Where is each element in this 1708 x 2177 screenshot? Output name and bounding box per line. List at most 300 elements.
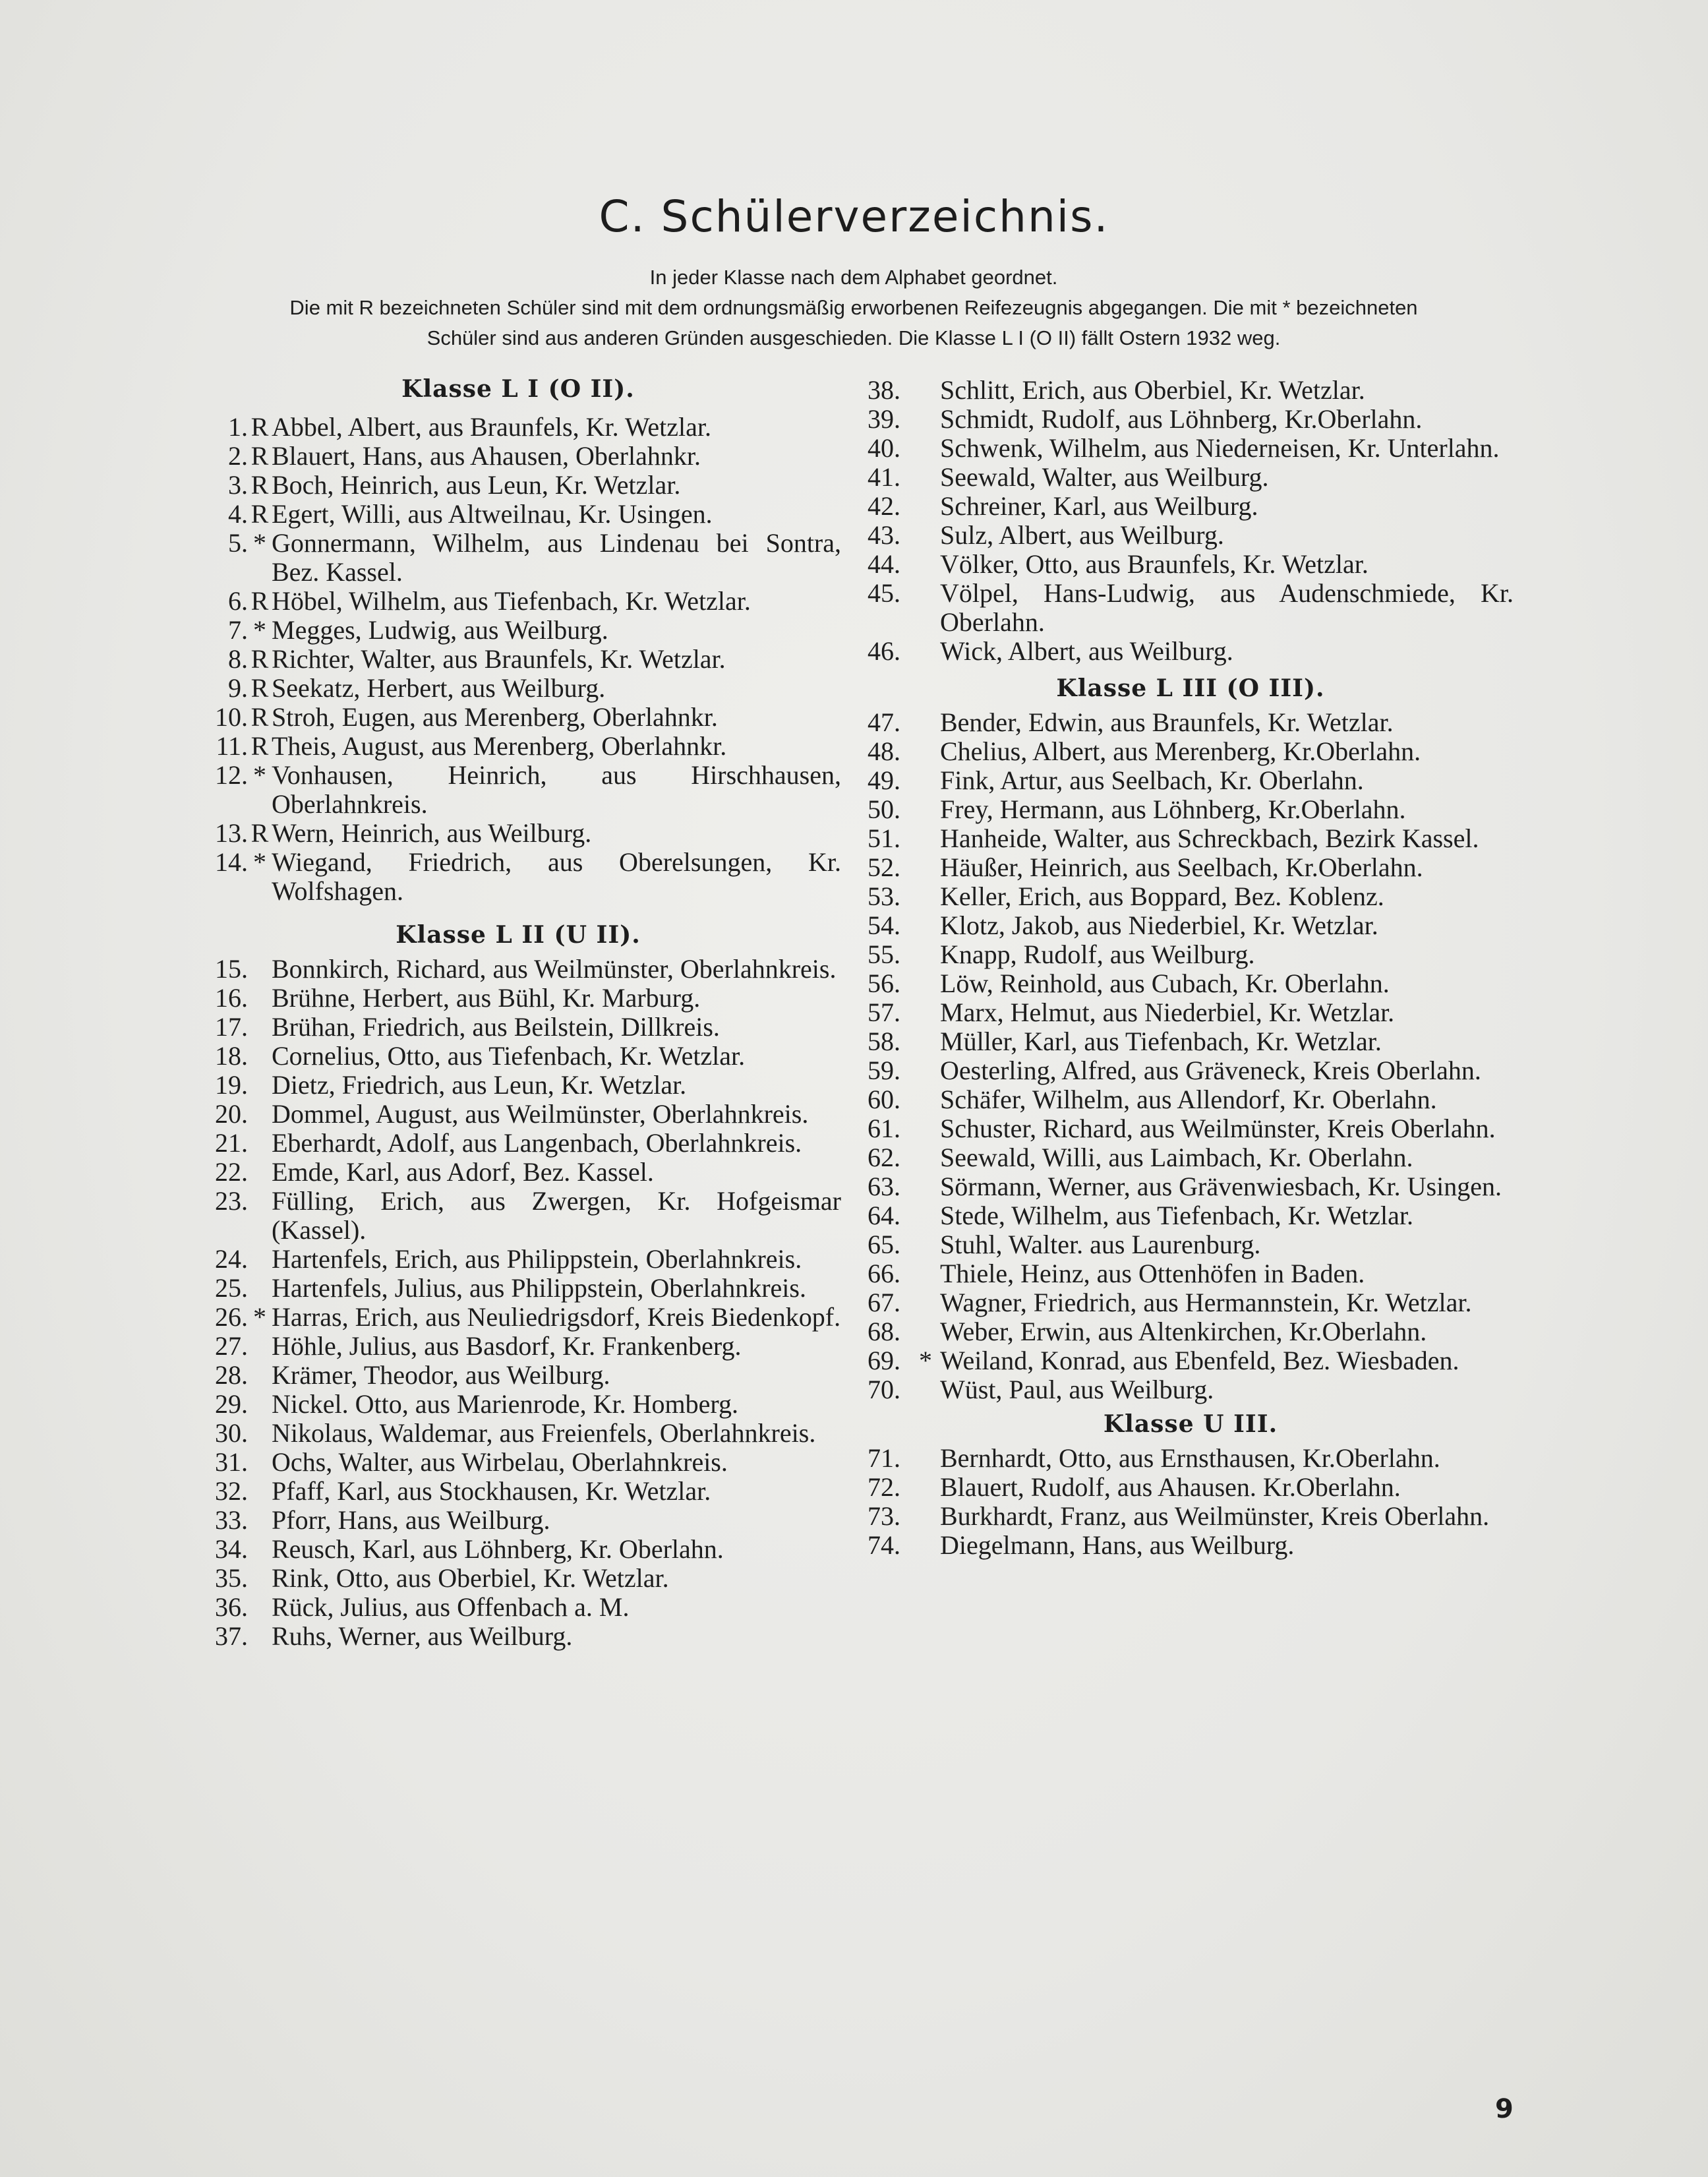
- entry-mark: [248, 1042, 272, 1071]
- student-entry: [195, 1245, 841, 1274]
- student-entry: [868, 1288, 1514, 1317]
- entry-mark: [911, 1259, 940, 1288]
- entry-mark: [911, 579, 940, 637]
- student-entry: [868, 1444, 1514, 1473]
- entry-number: 47.: [868, 707, 900, 737]
- entry-text: Harras, Erich, aus Neuliedrigsdorf, Kreis Biedenkopf.: [272, 1302, 841, 1332]
- entry-text: Thiele, Heinz, aus Ottenhöfen in Baden.: [940, 1259, 1365, 1288]
- class-heading: Klasse L I (O II).: [401, 375, 635, 403]
- student-entry: [195, 500, 841, 529]
- entry-mark: [911, 708, 940, 737]
- entry-mark: [248, 1419, 272, 1448]
- student-entry: [868, 853, 1514, 882]
- entry-text: Müller, Karl, aus Tiefenbach, Kr. Wetzlar.: [940, 1027, 1382, 1056]
- student-entry: [868, 1473, 1514, 1502]
- entry-text: Pforr, Hans, aus Weilburg.: [272, 1505, 550, 1535]
- entry-text: Pfaff, Karl, aus Stockhausen, Kr. Wetzlar.: [272, 1476, 711, 1506]
- student-entry: [195, 1158, 841, 1187]
- student-entry: [195, 1042, 841, 1071]
- student-entry: [195, 1506, 841, 1535]
- student-entry: [195, 1071, 841, 1100]
- student-entry: [195, 1448, 841, 1477]
- entry-text: Hartenfels, Erich, aus Philippstein, Oberlahnkreis.: [272, 1244, 802, 1274]
- entry-text: Wiegand, Friedrich, aus Oberelsungen, Kr. Wolfshagen.: [272, 847, 841, 906]
- entry-number: 65.: [868, 1230, 900, 1259]
- entry-number: 42.: [868, 491, 900, 521]
- entry-number: 30.: [215, 1418, 248, 1448]
- entry-text: Egert, Willi, aus Altweilnau, Kr. Usingen.: [272, 499, 713, 529]
- entry-text: Löw, Reinhold, aus Cubach, Kr. Oberlahn.: [940, 969, 1390, 998]
- entry-mark: R: [250, 731, 269, 761]
- entry-mark: [911, 492, 940, 521]
- student-entry: [195, 1361, 841, 1390]
- entry-mark: [248, 1477, 272, 1506]
- student-entry: [868, 405, 1514, 434]
- entry-number: 74.: [868, 1530, 900, 1560]
- intro-line: In jeder Klasse nach dem Alphabet geordnet.: [649, 266, 1058, 289]
- student-entry: [195, 616, 841, 645]
- entry-text: Dommel, August, aus Weilmünster, Oberlahnkreis.: [272, 1099, 809, 1129]
- student-list: [868, 376, 1514, 666]
- entry-text: Wick, Albert, aus Weilburg.: [940, 636, 1233, 666]
- entry-mark: [911, 766, 940, 795]
- entry-text: Theis, August, aus Merenberg, Oberlahnkr.: [272, 731, 727, 761]
- student-entry: [195, 674, 841, 703]
- entry-number: 50.: [868, 794, 900, 824]
- entry-text: Stroh, Eugen, aus Merenberg, Oberlahnkr.: [272, 702, 718, 732]
- entry-number: 45.: [868, 578, 900, 608]
- entry-text: Fink, Artur, aus Seelbach, Kr. Oberlahn.: [940, 765, 1364, 795]
- entry-text: Blauert, Rudolf, aus Ahausen. Kr.Oberlahn.: [940, 1472, 1401, 1502]
- entry-mark: [911, 824, 940, 853]
- entry-number: 36.: [215, 1592, 248, 1622]
- entry-mark: [248, 1506, 272, 1535]
- entry-text: Boch, Heinrich, aus Leun, Kr. Wetzlar.: [272, 470, 681, 500]
- entry-text: Bender, Edwin, aus Braunfels, Kr. Wetzlar.: [940, 707, 1394, 737]
- student-entry: [868, 1201, 1514, 1230]
- student-entry: [868, 637, 1514, 666]
- entry-number: 44.: [868, 549, 900, 579]
- student-list: [868, 1444, 1514, 1560]
- entry-text: Gonnermann, Wilhelm, aus Lindenau bei Sontra, Bez. Kassel.: [272, 528, 841, 587]
- student-entry: [868, 1375, 1514, 1404]
- entry-number: 55.: [868, 939, 900, 969]
- entry-mark: [911, 637, 940, 666]
- student-entry: [868, 1056, 1514, 1085]
- entry-text: Nickel. Otto, aus Marienrode, Kr. Homberg.: [272, 1389, 738, 1419]
- student-entry: [868, 911, 1514, 940]
- entry-mark: *: [253, 847, 266, 877]
- entry-text: Schwenk, Wilhelm, aus Niederneisen, Kr. Unterlahn.: [940, 433, 1500, 463]
- entry-mark: [248, 984, 272, 1013]
- entry-text: Eberhardt, Adolf, aus Langenbach, Oberlahnkreis.: [272, 1128, 802, 1158]
- entry-mark: [911, 1317, 940, 1346]
- entry-mark: R: [250, 412, 269, 442]
- entry-number: 1.: [228, 412, 248, 442]
- intro-line: Schüler sind aus anderen Gründen ausgeschieden. Die Klasse L I (O II) fällt Ostern 1932 weg.: [427, 326, 1281, 349]
- entry-number: 16.: [215, 983, 248, 1013]
- entry-mark: R: [250, 702, 269, 732]
- entry-number: 13.: [215, 818, 248, 848]
- entry-mark: [911, 1114, 940, 1143]
- student-entry: [868, 492, 1514, 521]
- student-entry: [868, 579, 1514, 637]
- student-entry: [195, 1593, 841, 1622]
- entry-text: Krämer, Theodor, aus Weilburg.: [272, 1360, 610, 1390]
- entry-mark: [911, 1201, 940, 1230]
- entry-text: Klotz, Jakob, aus Niederbiel, Kr. Wetzlar.: [940, 910, 1378, 940]
- entry-number: 22.: [215, 1157, 248, 1187]
- entry-mark: *: [253, 528, 266, 558]
- entry-number: 7.: [228, 615, 248, 645]
- entry-number: 14.: [215, 847, 248, 877]
- entry-text: Weber, Erwin, aus Altenkirchen, Kr.Oberlahn.: [940, 1317, 1427, 1346]
- entry-mark: R: [250, 441, 269, 471]
- entry-number: 62.: [868, 1143, 900, 1172]
- student-entry: [195, 1129, 841, 1158]
- entry-number: 61.: [868, 1114, 900, 1143]
- student-entry: [868, 1230, 1514, 1259]
- entry-number: 41.: [868, 462, 900, 492]
- entry-text: Seewald, Willi, aus Laimbach, Kr. Oberlahn.: [940, 1143, 1413, 1172]
- student-entry: [195, 645, 841, 674]
- entry-mark: [911, 434, 940, 463]
- entry-text: Blauert, Hans, aus Ahausen, Oberlahnkr.: [272, 441, 701, 471]
- student-entry: [195, 1477, 841, 1506]
- student-entry: [195, 819, 841, 848]
- student-entry: [868, 1502, 1514, 1531]
- student-list: [868, 708, 1514, 1404]
- student-entry: [195, 587, 841, 616]
- entry-number: 54.: [868, 910, 900, 940]
- student-entry: [195, 703, 841, 732]
- entry-number: 58.: [868, 1027, 900, 1056]
- page-title: C. Schülerverzeichnis.: [599, 191, 1109, 242]
- entry-mark: [911, 521, 940, 550]
- entry-text: Emde, Karl, aus Adorf, Bez. Kassel.: [272, 1157, 654, 1187]
- student-entry: [868, 550, 1514, 579]
- entry-text: Chelius, Albert, aus Merenberg, Kr.Oberlahn.: [940, 736, 1421, 766]
- intro-text: [198, 262, 1510, 353]
- student-entry: [195, 1332, 841, 1361]
- entry-mark: [911, 1143, 940, 1172]
- entry-text: Schlitt, Erich, aus Oberbiel, Kr. Wetzlar.: [940, 375, 1365, 405]
- entry-mark: [911, 853, 940, 882]
- student-entry: [195, 1274, 841, 1303]
- student-entry: [868, 1143, 1514, 1172]
- entry-number: 43.: [868, 520, 900, 550]
- entry-number: 63.: [868, 1172, 900, 1201]
- entry-number: 24.: [215, 1244, 248, 1274]
- entry-number: 67.: [868, 1288, 900, 1317]
- student-entry: [868, 1085, 1514, 1114]
- student-entry: [868, 1172, 1514, 1201]
- entry-text: Seewald, Walter, aus Weilburg.: [940, 462, 1269, 492]
- student-entry: [868, 737, 1514, 766]
- entry-text: Schuster, Richard, aus Weilmünster, Kreis Oberlahn.: [940, 1114, 1496, 1143]
- entry-mark: [248, 1071, 272, 1100]
- entry-number: 70.: [868, 1375, 900, 1404]
- entry-text: Stuhl, Walter. aus Laurenburg.: [940, 1230, 1261, 1259]
- page-number: 9: [1495, 2094, 1514, 2124]
- left-column: [195, 376, 841, 1651]
- right-column: [868, 376, 1514, 1560]
- entry-number: 8.: [228, 644, 248, 674]
- entry-text: Häußer, Heinrich, aus Seelbach, Kr.Oberlahn.: [940, 852, 1423, 882]
- entry-number: 17.: [215, 1012, 248, 1042]
- entry-number: 19.: [215, 1070, 248, 1100]
- entry-number: 56.: [868, 969, 900, 998]
- entry-number: 6.: [228, 586, 248, 616]
- entry-mark: [911, 405, 940, 434]
- entry-text: Vonhausen, Heinrich, aus Hirschhausen, Oberlahnkreis.: [272, 760, 841, 819]
- entry-text: Völpel, Hans-Ludwig, aus Audenschmiede, Kr. Oberlahn.: [940, 578, 1514, 637]
- entry-mark: [911, 1531, 940, 1560]
- entry-mark: [248, 1274, 272, 1303]
- entry-text: Wagner, Friedrich, aus Hermannstein, Kr. Wetzlar.: [940, 1288, 1472, 1317]
- entry-mark: R: [250, 499, 269, 529]
- entry-number: 9.: [228, 673, 248, 703]
- student-entry: [868, 376, 1514, 405]
- student-entry: [868, 969, 1514, 998]
- student-entry: [195, 529, 841, 587]
- entry-number: 60.: [868, 1085, 900, 1114]
- student-entry: [868, 1027, 1514, 1056]
- entry-mark: [911, 1473, 940, 1502]
- entry-mark: R: [250, 818, 269, 848]
- entry-mark: [911, 1230, 940, 1259]
- entry-number: 64.: [868, 1201, 900, 1230]
- entry-number: 25.: [215, 1273, 248, 1303]
- entry-number: 57.: [868, 998, 900, 1027]
- student-entry: [868, 795, 1514, 824]
- entry-number: 23.: [215, 1186, 248, 1216]
- entry-mark: *: [253, 615, 266, 645]
- entry-mark: [248, 1564, 272, 1593]
- student-entry: [868, 766, 1514, 795]
- student-entry: [868, 1346, 1514, 1375]
- entry-text: Schmidt, Rudolf, aus Löhnberg, Kr.Oberlahn.: [940, 404, 1423, 434]
- entry-text: Reusch, Karl, aus Löhnberg, Kr. Oberlahn.: [272, 1534, 724, 1564]
- entry-text: Sörmann, Werner, aus Grävenwiesbach, Kr. Usingen.: [940, 1172, 1502, 1201]
- entry-mark: *: [253, 760, 266, 790]
- entry-mark: [911, 1056, 940, 1085]
- entry-number: 51.: [868, 823, 900, 853]
- entry-number: 34.: [215, 1534, 248, 1564]
- student-entry: [195, 471, 841, 500]
- student-entry: [195, 1390, 841, 1419]
- entry-text: Oesterling, Alfred, aus Gräveneck, Kreis Oberlahn.: [940, 1056, 1481, 1085]
- entry-mark: [248, 1013, 272, 1042]
- entry-text: Frey, Hermann, aus Löhnberg, Kr.Oberlahn.: [940, 794, 1406, 824]
- entry-number: 48.: [868, 736, 900, 766]
- student-entry: [195, 1187, 841, 1245]
- entry-mark: [248, 1332, 272, 1361]
- student-entry: [195, 1303, 841, 1332]
- entry-mark: [911, 969, 940, 998]
- entry-number: 12.: [215, 760, 248, 790]
- entry-text: Knapp, Rudolf, aus Weilburg.: [940, 939, 1255, 969]
- entry-number: 18.: [215, 1041, 248, 1071]
- student-list: [195, 413, 841, 906]
- entry-number: 32.: [215, 1476, 248, 1506]
- entry-text: Abbel, Albert, aus Braunfels, Kr. Wetzlar.: [272, 412, 711, 442]
- entry-number: 72.: [868, 1472, 900, 1502]
- student-entry: [195, 442, 841, 471]
- entry-mark: [911, 737, 940, 766]
- entry-mark: [911, 550, 940, 579]
- student-entry: [195, 1622, 841, 1651]
- student-entry: [868, 1114, 1514, 1143]
- entry-text: Fülling, Erich, aus Zwergen, Kr. Hofgeismar (Kassel).: [272, 1186, 841, 1245]
- entry-number: 33.: [215, 1505, 248, 1535]
- entry-mark: [911, 911, 940, 940]
- entry-text: Brühne, Herbert, aus Bühl, Kr. Marburg.: [272, 983, 701, 1013]
- entry-number: 5.: [228, 528, 248, 558]
- entry-number: 31.: [215, 1447, 248, 1477]
- entry-text: Schreiner, Karl, aus Weilburg.: [940, 491, 1258, 521]
- entry-mark: [911, 795, 940, 824]
- entry-mark: [911, 1172, 940, 1201]
- entry-number: 3.: [228, 470, 248, 500]
- entry-mark: [248, 1535, 272, 1564]
- entry-text: Brühan, Friedrich, aus Beilstein, Dillkreis.: [272, 1012, 720, 1042]
- entry-number: 29.: [215, 1389, 248, 1419]
- entry-text: Wern, Heinrich, aus Weilburg.: [272, 818, 592, 848]
- entry-text: Megges, Ludwig, aus Weilburg.: [272, 615, 608, 645]
- entry-number: 73.: [868, 1501, 900, 1531]
- entry-mark: [248, 1100, 272, 1129]
- student-entry: [195, 1564, 841, 1593]
- student-entry: [868, 940, 1514, 969]
- student-entry: [868, 521, 1514, 550]
- entry-mark: [911, 376, 940, 405]
- entry-mark: [248, 1187, 272, 1245]
- student-entry: [868, 1531, 1514, 1560]
- entry-text: Weiland, Konrad, aus Ebenfeld, Bez. Wiesbaden.: [940, 1346, 1459, 1375]
- entry-text: Hanheide, Walter, aus Schreckbach, Bezirk Kassel.: [940, 823, 1479, 853]
- student-entry: [868, 463, 1514, 492]
- entry-text: Ochs, Walter, aus Wirbelau, Oberlahnkreis.: [272, 1447, 728, 1477]
- entry-text: Nikolaus, Waldemar, aus Freienfels, Oberlahnkreis.: [272, 1418, 816, 1448]
- entry-text: Schäfer, Wilhelm, aus Allendorf, Kr. Oberlahn.: [940, 1085, 1437, 1114]
- class-heading: Klasse U III.: [1103, 1410, 1278, 1438]
- entry-text: Dietz, Friedrich, aus Leun, Kr. Wetzlar.: [272, 1070, 687, 1100]
- student-entry: [195, 413, 841, 442]
- entry-number: 66.: [868, 1259, 900, 1288]
- student-entry: [195, 1419, 841, 1448]
- entry-text: Stede, Wilhelm, aus Tiefenbach, Kr. Wetzlar.: [940, 1201, 1414, 1230]
- student-entry: [868, 1259, 1514, 1288]
- entry-mark: [248, 1158, 272, 1187]
- entry-number: 38.: [868, 375, 900, 405]
- entry-number: 49.: [868, 765, 900, 795]
- student-entry: [195, 761, 841, 819]
- entry-text: Bernhardt, Otto, aus Ernsthausen, Kr.Oberlahn.: [940, 1443, 1440, 1473]
- student-entry: [195, 955, 841, 984]
- entry-number: 21.: [215, 1128, 248, 1158]
- entry-mark: [911, 463, 940, 492]
- entry-text: Keller, Erich, aus Boppard, Bez. Koblenz.: [940, 881, 1384, 911]
- entry-mark: [248, 1361, 272, 1390]
- entry-number: 52.: [868, 852, 900, 882]
- entry-mark: [248, 1593, 272, 1622]
- entry-text: Völker, Otto, aus Braunfels, Kr. Wetzlar.: [940, 549, 1369, 579]
- entry-number: 10.: [215, 702, 248, 732]
- entry-text: Rück, Julius, aus Offenbach a. M.: [272, 1592, 630, 1622]
- entry-mark: [911, 1444, 940, 1473]
- entry-mark: [248, 955, 272, 984]
- entry-mark: [911, 1502, 940, 1531]
- entry-number: 2.: [228, 441, 248, 471]
- student-entry: [868, 434, 1514, 463]
- entry-mark: [911, 1375, 940, 1404]
- entry-text: Höhle, Julius, aus Basdorf, Kr. Frankenberg.: [272, 1331, 742, 1361]
- entry-mark: [911, 998, 940, 1027]
- entry-text: Wüst, Paul, aus Weilburg.: [940, 1375, 1214, 1404]
- entry-number: 27.: [215, 1331, 248, 1361]
- entry-number: 35.: [215, 1563, 248, 1593]
- entry-mark: *: [919, 1346, 932, 1375]
- entry-text: Burkhardt, Franz, aus Weilmünster, Kreis Oberlahn.: [940, 1501, 1490, 1531]
- entry-mark: [248, 1622, 272, 1651]
- entry-text: Cornelius, Otto, aus Tiefenbach, Kr. Wetzlar.: [272, 1041, 746, 1071]
- entry-number: 40.: [868, 433, 900, 463]
- entry-text: Marx, Helmut, aus Niederbiel, Kr. Wetzlar.: [940, 998, 1395, 1027]
- entry-number: 39.: [868, 404, 900, 434]
- entry-mark: [911, 1027, 940, 1056]
- entry-number: 68.: [868, 1317, 900, 1346]
- entry-text: Hartenfels, Julius, aus Philippstein, Oberlahnkreis.: [272, 1273, 806, 1303]
- intro-line: Die mit R bezeichneten Schüler sind mit dem ordnungsmäßig erworbenen Reifezeugnis abgegangen. Die mit * bezeichneten: [289, 296, 1418, 319]
- entry-number: 4.: [228, 499, 248, 529]
- student-entry: [195, 984, 841, 1013]
- entry-text: Diegelmann, Hans, aus Weilburg.: [940, 1530, 1295, 1560]
- student-entry: [195, 1535, 841, 1564]
- entry-mark: [911, 882, 940, 911]
- student-entry: [868, 824, 1514, 853]
- entry-number: 53.: [868, 881, 900, 911]
- entry-mark: R: [250, 470, 269, 500]
- entry-number: 37.: [215, 1621, 248, 1651]
- entry-text: Bonnkirch, Richard, aus Weilmünster, Oberlahnkreis.: [272, 954, 837, 984]
- entry-number: 20.: [215, 1099, 248, 1129]
- student-entry: [868, 1317, 1514, 1346]
- entry-text: Sulz, Albert, aus Weilburg.: [940, 520, 1224, 550]
- student-entry: [195, 848, 841, 906]
- student-entry: [868, 998, 1514, 1027]
- entry-number: 26.: [215, 1302, 248, 1332]
- entry-number: 59.: [868, 1056, 900, 1085]
- entry-mark: [248, 1448, 272, 1477]
- entry-number: 11.: [216, 731, 248, 761]
- student-entry: [868, 708, 1514, 737]
- entry-number: 46.: [868, 636, 900, 666]
- student-entry: [195, 1100, 841, 1129]
- entry-mark: R: [250, 673, 269, 703]
- student-list: [195, 955, 841, 1651]
- entry-number: 15.: [215, 954, 248, 984]
- entry-text: Ruhs, Werner, aus Weilburg.: [272, 1621, 573, 1651]
- entry-text: Richter, Walter, aus Braunfels, Kr. Wetzlar.: [272, 644, 726, 674]
- entry-mark: [248, 1245, 272, 1274]
- entry-mark: R: [250, 644, 269, 674]
- student-entry: [868, 882, 1514, 911]
- class-heading: Klasse L II (U II).: [396, 921, 641, 949]
- entry-mark: [911, 940, 940, 969]
- entry-mark: R: [250, 586, 269, 616]
- student-entry: [195, 1013, 841, 1042]
